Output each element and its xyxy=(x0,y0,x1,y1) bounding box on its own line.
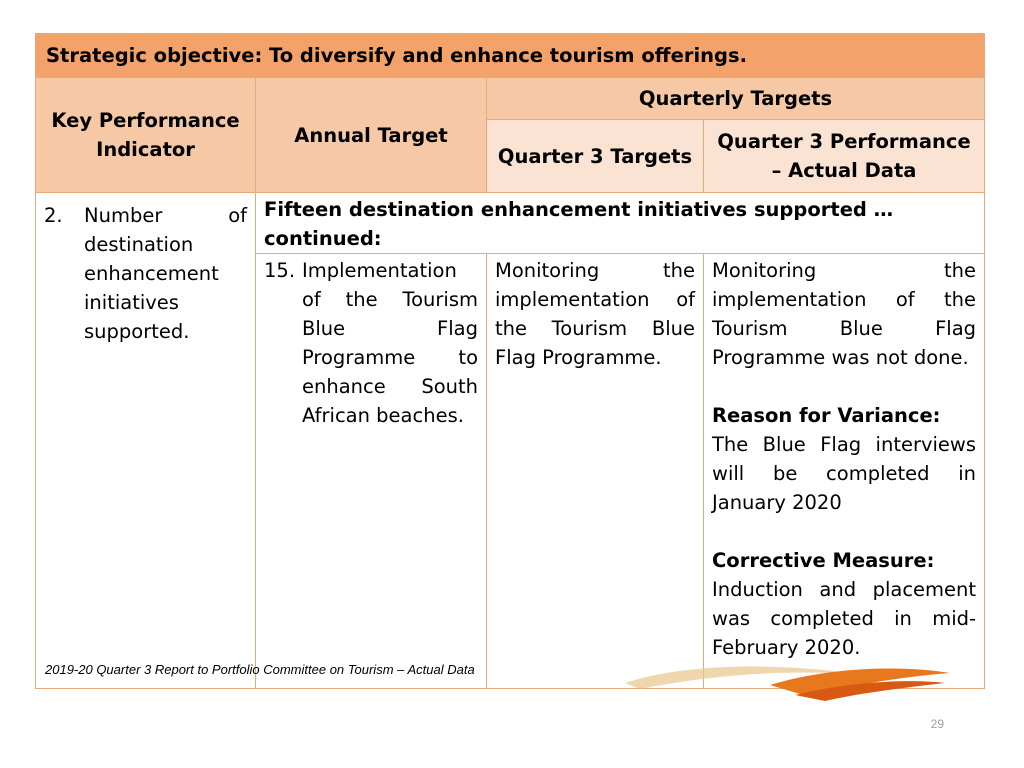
performance-table xyxy=(35,33,985,689)
kpi-text: Number of destination enhancement initiatives supported. xyxy=(84,204,247,343)
variance-text: The Blue Flag interviews will be completed in January 2020 xyxy=(712,433,977,514)
kpi-cell xyxy=(36,193,256,689)
annual-target-text: Implementation of the Tourism Blue Flag Programme to enhance South African beaches. xyxy=(302,259,478,427)
header-annual-target: Annual Target xyxy=(256,78,487,193)
subheading: Fifteen destination enhancement initiatives supported … continued: xyxy=(256,193,985,254)
q3-target-cell: Monitoring the implementation of the Tourism Blue Flag Programme. xyxy=(487,254,704,689)
header-q3-targets: Quarter 3 Targets xyxy=(487,120,704,193)
header-quarterly-targets: Quarterly Targets xyxy=(487,78,985,120)
corrective-text: Induction and placement was completed in mid-February 2020. xyxy=(712,578,977,659)
header-q3-performance: Quarter 3 Performance – Actual Data xyxy=(704,120,985,193)
annual-target-cell xyxy=(256,254,487,689)
corrective-label: Corrective Measure: xyxy=(712,549,935,572)
header-kpi: Key Performance Indicator xyxy=(36,78,256,193)
performance-actual: Monitoring the implementation of the Tourism Blue Flag Programme was not done. xyxy=(712,259,977,369)
kpi-number: 2. xyxy=(44,204,63,227)
logo-swoosh-icon xyxy=(620,655,960,705)
strategic-objective-title: Strategic objective: To diversify and enhance tourism offerings. xyxy=(36,34,985,78)
annual-target-number: 15. xyxy=(264,259,296,282)
footer-note: 2019-20 Quarter 3 Report to Portfolio Committee on Tourism – Actual Data xyxy=(45,662,475,677)
page-number: 29 xyxy=(930,717,944,731)
q3-performance-cell xyxy=(704,254,985,689)
variance-label: Reason for Variance: xyxy=(712,404,941,427)
